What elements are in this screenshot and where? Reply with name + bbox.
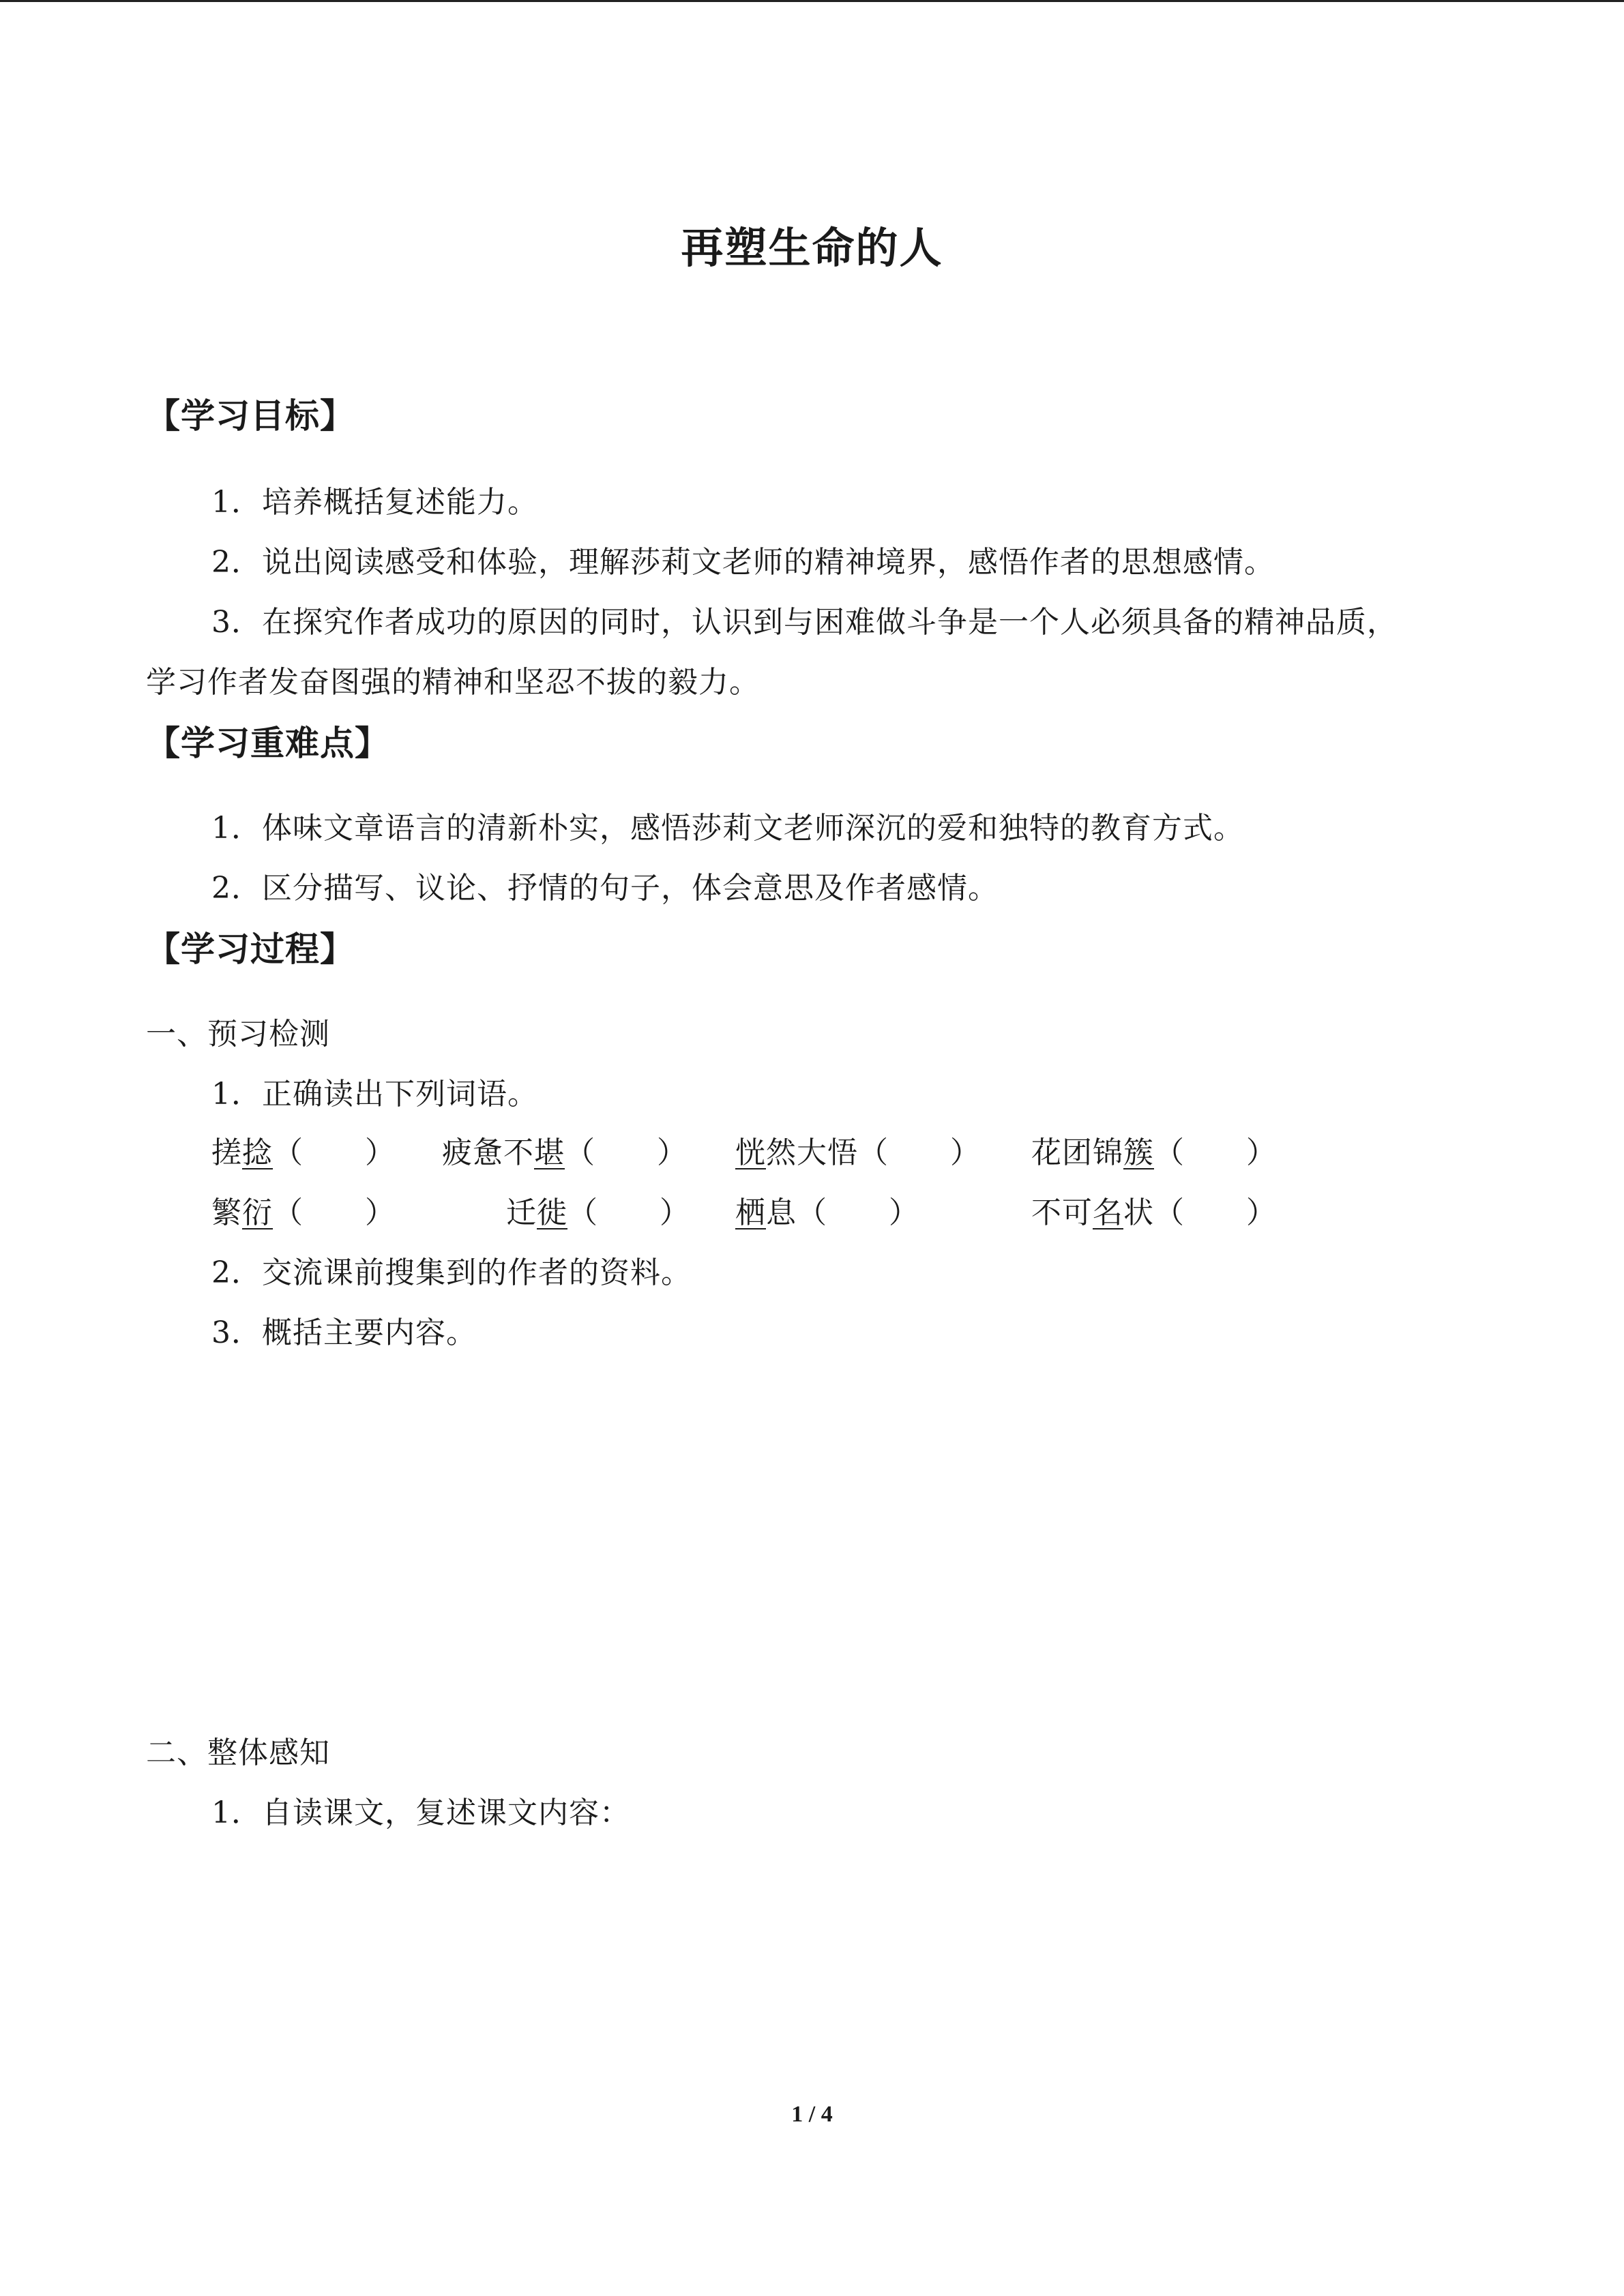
vocab-text: 息 [766,1195,797,1230]
key-point-item-2: 2．区分描写、议论、抒情的句子，体会意思及作者感情。 [211,871,999,906]
vocab-text: 迁 [506,1195,537,1230]
vocab-underlined-char: 恍 [735,1135,766,1170]
goal-item-3-continued: 学习作者发奋图强的精神和坚忍不拔的毅力。 [146,665,760,700]
vocab-item [506,1188,690,1232]
vocab-item [735,1128,981,1172]
part2-question-1: 1．自读课文，复述课文内容： [211,1795,630,1830]
vocab-text: 不可 [1031,1195,1093,1230]
vocab-underlined-char: 名 [1093,1195,1123,1230]
goal-item-2: 2．说出阅读感受和体验，理解莎莉文老师的精神境界，感悟作者的思想感情。 [211,545,1275,580]
answer-blank[interactable]: （ ） [858,1135,981,1170]
vocab-item [442,1128,688,1172]
vocab-item [211,1128,396,1172]
vocab-underlined-char: 栖 [735,1195,766,1230]
answer-blank[interactable]: （ ） [797,1195,919,1230]
vocab-text: 繁 [211,1195,242,1230]
answer-blank[interactable]: （ ） [1154,1135,1277,1170]
vocab-item [735,1188,919,1232]
vocab-underlined-char: 徙 [537,1195,567,1230]
vocab-underlined-char: 簇 [1123,1135,1154,1170]
vocab-underlined-char: 堪 [534,1135,565,1170]
goal-item-1: 1．培养概括复述能力。 [211,485,538,520]
vocab-text: 疲惫不 [442,1135,534,1170]
section-heading-process: 【学习过程】 [146,929,355,969]
part1-question-3: 3．概括主要内容。 [211,1315,477,1350]
vocab-item [1031,1188,1277,1232]
vocab-underlined-char: 衍 [242,1195,273,1230]
section-heading-key-points: 【学习重难点】 [146,724,389,763]
key-point-item-1: 1．体味文章语言的清新朴实，感悟莎莉文老师深沉的爱和独特的教育方式。 [211,811,1244,846]
vocab-item [1031,1128,1277,1172]
vocab-text: 状 [1123,1195,1154,1230]
part1-question-1: 1．正确读出下列词语。 [211,1077,538,1112]
part1-question-2: 2．交流课前搜集到的作者的资料。 [211,1255,692,1290]
section-heading-goals: 【学习目标】 [146,396,355,436]
goal-item-3: 3．在探究作者成功的原因的同时，认识到与困难做斗争是一个人必须具备的精神品质， [211,605,1398,640]
vocab-item [211,1188,396,1232]
vocab-underlined-char: 捻 [242,1135,273,1170]
answer-blank[interactable]: （ ） [1154,1195,1277,1230]
document-title: 再塑生命的人 [681,223,943,273]
answer-blank[interactable]: （ ） [567,1195,690,1230]
answer-blank[interactable]: （ ） [273,1135,396,1170]
answer-blank[interactable]: （ ） [565,1135,688,1170]
vocab-text: 然大悟 [766,1135,858,1170]
part2-title: 二、整体感知 [146,1735,330,1770]
page-number: 1 / 4 [791,2102,833,2127]
vocab-text: 搓 [211,1135,242,1170]
answer-blank[interactable]: （ ） [273,1195,396,1230]
part1-title: 一、预习检测 [146,1017,330,1052]
vocab-text: 花团锦 [1031,1135,1123,1170]
